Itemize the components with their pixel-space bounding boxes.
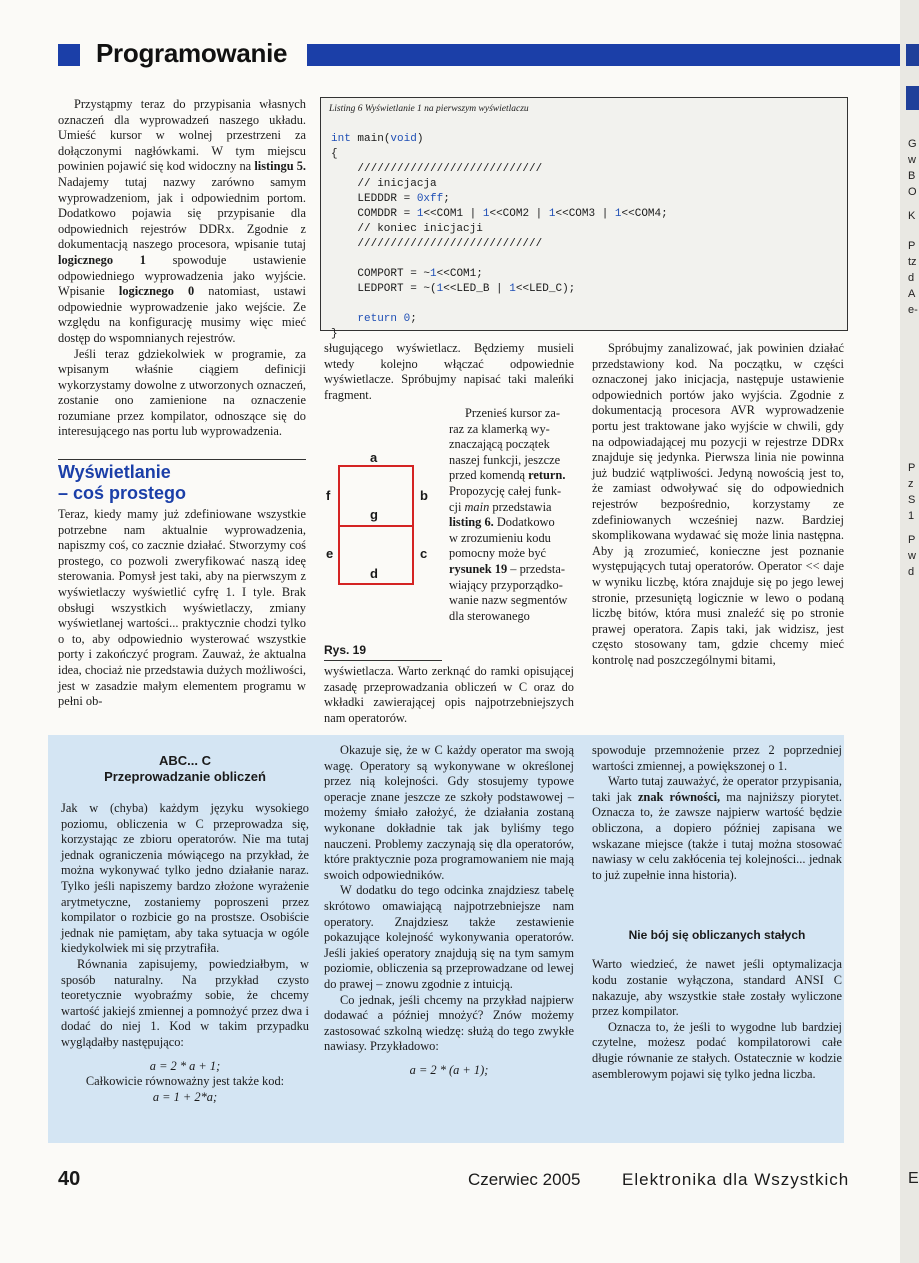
figure-caption: Rys. 19 [324,643,367,657]
edge-letter: O [908,186,917,198]
segment-label-d: d [370,566,378,581]
section-title: Programowanie [96,38,288,68]
formula: a = 2 * a + 1; [149,1058,221,1073]
paragraph: Warto tutaj zauważyć, że operator przypisania, taki jak znak równości, ma najniższy piorytet. Oznacza to, że zawsze najpierw wartość będzie obliczona, a dopiero później zapisana we wskazane miejsce (także i tutaj można stosować nawiasy w celu zakłócenia tej kolejności... jednak to już zupełnie inna historia). [592,774,843,882]
paragraph: Przystąpmy teraz do przypisania własnych oznaczeń dla wyprowadzeń naszego układu. Umieść kursor w wolnej przestrzeni za dołączonymi nagłówkami. W tym miejscu powinien pojawić się kod widoczny na listingu 5. Nadajemy tutaj nazwy zarówno samym wyprowadzeniom, jak i odpowiednim portom. Dodatkowo pojawia się przypisanie dla odpowiednich rejestrów DDRx. Zgodnie z dokumentacją naszego procesora, wpisanie tutaj logicznego 1 spowoduje ustawienie odpowiedniego wyprowadzenia jako wyjście. Wpisanie logicznego 0 natomiast, ustawi odpowiednie wyprowadzenie jako wejście. Ze względu na konfigurację musimy więc mieć dostęp do wspomnianych rejestrów. [58,97,307,345]
column-2-end [324,664,574,726]
paragraph: Spróbujmy zanalizować, jak powinien działać przedstawiony kod. Na początku, w części oznaczonej jako inicjacja, następuje ustawienie odpowiednich portów jako wyjścia. Zgodnie z dokumentacją procesora AVR wyprowadzenie portu jest traktowane jako wyjście w chwili, gdy na odpowiadającej mu pozycji w rejestrze DDRx znajduje się jedynka. Pierwsza linia nie powinna już budzić wątpliwości. Jedyną nowością jest to, że zamiast odwoływać się do odpowiednich rejestrów bezpośrednio, korzystamy ze zdefiniowanych wcześniej nazw. Bardziej skomplikowana wydawać się może linia następna. Aby ją zrozumieć, konieczne jest poznanie występujących tutaj operatorów. Operator << daje w wyniku liczbę, która znajduje się po jego lewej stronie, przesuniętą logicznie w lewo o podaną liczbę bitów, która musi znaleźć się po stronie prawej operatora. Zapis taki, jak widzisz, jest często stosowany tam, gdzie chcemy mieć kontrolę nad poszczególnymi bitami, [592,341,844,667]
box-subheading: Nie bój się obliczanych stałych [628,928,806,943]
edge-letter: K [908,210,916,222]
paragraph: Jak w (chyba) każdym języku wysokiego poziomu, obliczenia w C przeprowadza się, korzystając ze zbioru operatorów. Nie ma tutaj jednak ograniczenia mówiącego na przykład, że można wykonywać tylko jedno działanie naraz. Tylko jeśli napiszemy bardzo złożone wyrażenie arytmetyczne, zostaniemy poproszeni przez kompilator o rozbicie go na prostsze. Osobiście jednak nie pamiętam, aby taka sytuacja w ogóle kiedykolwiek mi się przytrafiła. [61,801,309,956]
edge-letter: G [908,138,917,150]
formula: a = 2 * (a + 1); [409,1062,489,1077]
segment-label-e: e [326,546,334,561]
edge-letter: P [908,240,916,252]
edge-letter: S [908,494,916,506]
column-1 [58,97,306,440]
segment-b [412,465,414,527]
edge-letter: e- [908,304,918,316]
column-2 [324,341,574,403]
box-title: ABC... C [159,753,211,768]
paragraph: Co jednak, jeśli chcemy na przykład najpierw dodawać a później mnożyć? Znów możemy zastosować szkolną wiedzę: służą do tego zwykłe nawiasy. Przykładowo: [324,992,574,1054]
abc-c-box [48,735,844,1143]
edge-letter: w [908,154,916,166]
edge-letter: w [908,550,916,562]
page-number: 40 [58,1168,81,1190]
article-heading: Wyświetlanie – coś prostego [58,462,187,503]
paragraph: Teraz, kiedy mamy już zdefiniowane wszystkie potrzebne nam aktualnie wyprowadzenia, napiszmy coś, co zacznie działać. Stworzymy coś prostego, co pozwoli zweryfikować naszą ideę sterowania. Pomysł jest taki, aby na pierwszym z wyświetlaczy wyświetlić cyfrę 1. I tyle. Brak obsługi wszystkich wyświetlaczy, zmiany wyświetlanej wartości... praktycznie chodzi tylko o to, aby odpowiednio wysterować wszystkie porty i zakończyć program. Zauważ, że aktualna idea, chociaż nie przedstawia dużych możliwości, jest w zasadzie małym elementem programu w pełni ob- [58,507,306,709]
column-3 [592,341,844,668]
segment-label-g: g [370,507,378,522]
edge-letter: B [908,170,916,182]
paragraph: Całkowicie równoważny jest także kod: [85,1074,285,1089]
next-page-edge [900,0,919,1263]
edge-letter: tz [908,256,917,268]
paragraph: Warto wiedzieć, że nawet jeśli optymalizacja kodu zostanie wyłączona, standard ANSI C nakazuje, aby wszystkie stałe zostały wyliczone przez kompilator. [592,957,842,1019]
edge-letter: z [908,478,914,490]
box-column-3 [592,743,842,1082]
formula: a = 1 + 2*a; [152,1089,218,1104]
edge-letter: A [908,288,916,300]
segment-c [412,525,414,585]
section-bar [307,44,900,66]
segment-label-f: f [326,488,331,503]
code-listing [320,97,848,340]
caption-rule [324,660,442,661]
paragraph: Oznacza to, że jeśli to wygodne lub bardziej czytelne, możesz podać kompilatorowi całe długie równanie ze stałych. Ostatecznie w kodzie asemblerowym pojawi się tylko jedna liczba. [592,1019,842,1081]
edge-letter: E [908,1170,919,1187]
paragraph: sługującego wyświetlacz. Będziemy musieli wtedy kolejno włączać odpowiednie wyświetlacze. Spróbujmy napisać taki maleńki fragment. [324,341,574,402]
listing-caption: Listing 6 Wyświetlanie 1 na pierwszym wyświetlaczu [329,104,529,114]
edge-letter: d [908,272,915,284]
section-marker [58,44,80,66]
column-2-wrap: Przenieś kursor za- raz za klamerką wy- znaczającą początek naszej funkcji, jeszcze przed komendą return. Propozycję całej funk- cji main przedstawia listing 6. Dodatkowo w zrozumieniu kodu pomocny może być rysunek 19 – przedsta- wiający przyporządko- wanie nazw segmentów dla sterowanego [449,406,568,623]
paragraph: wyświetlacza. Warto zerknąć do ramki opisującej zasadę przeprowadzania obliczeń w C oraz do wkładki zawierającej opis najpotrzebniejszych nam operatorów. [324,664,574,725]
box-column-1 [61,753,309,1105]
segment-a [338,465,414,467]
issue-date: Czerwiec 2005 [468,1170,581,1189]
segment-label-b: b [420,488,428,503]
segment-label-a: a [370,450,378,465]
paragraph: Jeśli teraz gdziekolwiek w programie, za wpisanym właśnie ciągiem definicji wykorzystamy dowolne z utworzonych oznaczeń, zostanie ono zamienione na oznaczenie rozumiane przez kompilator, odnoszące się do interesującego nas portu lub wyprowadzenia. [58,346,306,439]
edge-letter: P [908,462,916,474]
segment-g [338,525,414,527]
paragraph: Równania zapisujemy, powiedziałbym, w sposób naturalny. Na przykład czysto teoretycznie wyobraźmy sobie, że chcemy wartość jakiejś zmiennej a pomnożyć przez dwa i dodać do niej 1. Kod w takim przypadku wyglądałby następująco: [61,956,309,1049]
edge-bar [906,86,919,110]
edge-letter: d [908,566,915,578]
paragraph: W dodatku do tego odcinka znajdziesz tabelę skrótowo omawiającą najpotrzebniejsze nam operatory. Znajdziesz także zestawienie pokazujące kolejność wykonywania operatorów. Jeśli jakieś operatory znajdują się na tym samym poziomie, obliczenia są przeprowadzane od lewej do prawej – znowu zgodnie z intuicją. [324,883,574,991]
segment-f [338,465,340,527]
segment-label-c: c [420,546,428,561]
edge-bar [906,44,919,66]
segment-e [338,525,340,585]
divider [58,459,306,460]
column-1-continued [58,507,306,710]
code-block: int main(void) { //////////////////////////// // inicjacja LEDDDR = 0xff; COMDDR = 1<<COM1 | 1<<COM2 | 1<<COM3 | 1<<COM4; // koniec inicjacji //////////////////////////// COMPORT = ~1<<COM1; LEDPORT = ~(1<<LED_B | 1<<LED_C); return 0; } [331,133,668,340]
box-column-2 [324,743,574,1078]
paragraph: spowoduje przemnożenie przez 2 poprzedniej wartości zmiennej, a powiększonej o 1. [592,743,842,773]
segment-d [338,583,414,585]
paragraph: Okazuje się, że w C każdy operator ma swoją wagę. Operatory są wykonywane w określonej przez nią kolejności. Gdy stosujemy typowe operacje znane jeszcze ze szkoły podstawowej – możemy śmiało założyć, że działania zostaną wykonane dokładnie tak jak byliśmy tego nauczeni. Problemy zaczynają się dla operatorów, które praktycznie poza programowaniem nie mają swoich odpowiedników. [324,743,574,882]
box-subtitle: Przeprowadzanie obliczeń [104,769,266,784]
edge-letter: P [908,534,916,546]
magazine-name: Elektronika dla Wszystkich [622,1170,850,1189]
edge-letter: 1 [908,510,915,522]
